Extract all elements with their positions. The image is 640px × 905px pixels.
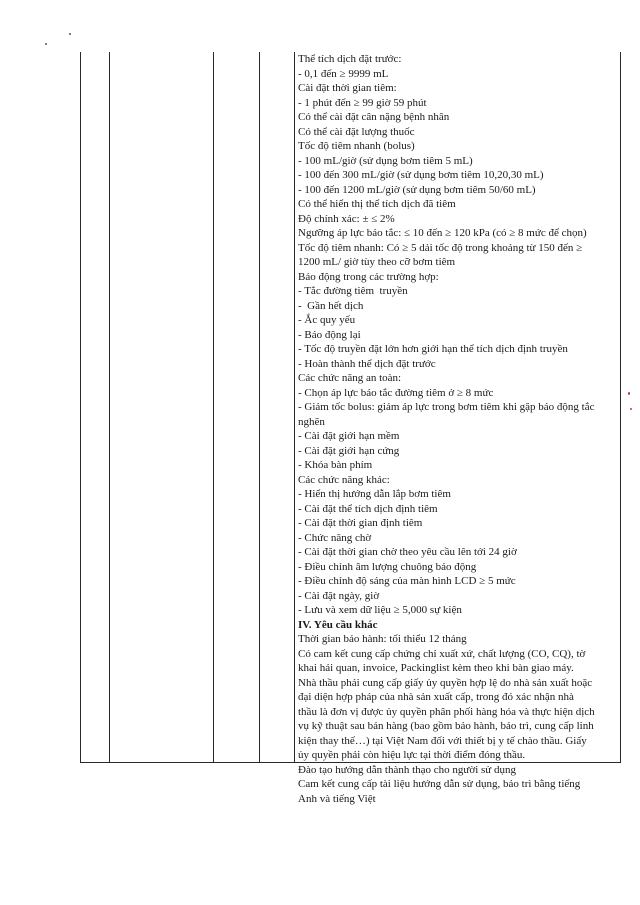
spec-line: - Cài đặt giới hạn cứng bbox=[298, 444, 400, 457]
spec-line: thầu là đơn vị được ủy quyền phân phối hàng hóa và thực hiện dịch bbox=[298, 705, 595, 718]
spec-line: - Cài đặt ngày, giờ bbox=[298, 589, 380, 602]
spec-line: Tốc độ tiêm nhanh (bolus) bbox=[298, 140, 415, 152]
spec-line: - Gần hết dịch bbox=[298, 299, 364, 312]
specification-text-cell bbox=[298, 52, 618, 806]
spec-line: Các chức năng khác: bbox=[298, 473, 390, 486]
spec-line: Có thể cài đặt lượng thuốc bbox=[298, 125, 415, 138]
spec-line: Ngưỡng áp lực báo tắc: ≤ 10 đến ≥ 120 kPa (có ≥ 8 mức để chọn) bbox=[298, 227, 587, 239]
spec-line: vụ kỹ thuật sau bán hàng (bao gồm bảo hành, bảo trì, cung cấp linh bbox=[298, 720, 594, 732]
spec-line: - Ắc quy yếu bbox=[298, 314, 356, 326]
table-column-divider bbox=[259, 52, 260, 762]
spec-line: kiện thay thế…) tại Việt Nam đối với thiết bị y tế chào thầu. Giấy bbox=[298, 734, 587, 747]
table-column-divider bbox=[294, 52, 295, 762]
spec-line: - Hiển thị hướng dẫn lắp bơm tiêm bbox=[298, 488, 451, 500]
scan-mark bbox=[630, 408, 632, 410]
spec-line: khai hải quan, invoice, Packinglist kèm theo khi bàn giao máy. bbox=[298, 662, 574, 674]
spec-line: - Tắc đường tiêm truyền bbox=[298, 285, 408, 297]
spec-line: Anh và tiếng Việt bbox=[298, 792, 376, 805]
section-heading: IV. Yêu cầu khác bbox=[298, 618, 378, 631]
spec-line: Độ chính xác: ± ≤ 2% bbox=[298, 212, 395, 225]
spec-line: ủy quyền phải còn hiệu lực tại thời điểm đóng thầu. bbox=[298, 749, 526, 761]
spec-line: Thể tích dịch đặt trước: bbox=[298, 53, 402, 65]
spec-line: Cài đặt thời gian tiêm: bbox=[298, 82, 397, 94]
spec-line: - 0,1 đến ≥ 9999 mL bbox=[298, 67, 389, 80]
table-border-left bbox=[80, 52, 81, 762]
table-column-divider bbox=[213, 52, 214, 762]
table-column-divider bbox=[109, 52, 110, 762]
spec-line: Các chức năng an toàn: bbox=[298, 372, 402, 384]
spec-line: - Chức năng chờ bbox=[298, 531, 372, 544]
table-border-right bbox=[620, 52, 621, 762]
spec-line: Báo động trong các trường hợp: bbox=[298, 270, 439, 283]
spec-line: - 1 phút đến ≥ 99 giờ 59 phút bbox=[298, 96, 427, 109]
spec-line: đại diện hợp pháp của nhà sản xuất cấp, trong đó xác nhận nhà bbox=[298, 691, 574, 703]
spec-line: - Điều chỉnh độ sáng của màn hình LCD ≥ 5 mức bbox=[298, 575, 516, 587]
spec-line: Có cam kết cung cấp chứng chỉ xuất xứ, chất lượng (CO, CQ), tờ bbox=[298, 647, 586, 660]
spec-line: Có thể cài đặt cân nặng bệnh nhân bbox=[298, 111, 450, 123]
spec-line: 1200 mL/ giờ tùy theo cỡ bơm tiêm bbox=[298, 256, 456, 268]
scan-speck bbox=[69, 33, 71, 35]
spec-line: Đào tạo hướng dẫn thành thạo cho người sử dụng bbox=[298, 763, 517, 776]
spec-line: - Cài đặt thời gian chờ theo yêu cầu lên tới 24 giờ bbox=[298, 546, 517, 558]
spec-line: - 100 đến 1200 mL/giờ (sử dụng bơm tiêm 50/60 mL) bbox=[298, 183, 536, 196]
spec-line: - Chọn áp lực báo tắc đường tiêm ở ≥ 8 mức bbox=[298, 386, 494, 399]
spec-line: - Giảm tốc bolus: giảm áp lực trong bơm tiêm khi gặp báo động tắc bbox=[298, 401, 595, 413]
spec-line: - 100 mL/giờ (sử dụng bơm tiêm 5 mL) bbox=[298, 154, 473, 167]
scan-mark bbox=[628, 392, 630, 395]
spec-line: - Hoàn thành thể dịch đặt trước bbox=[298, 357, 436, 370]
spec-line: Nhà thầu phải cung cấp giấy ủy quyền hợp lệ do nhà sản xuất hoặc bbox=[298, 676, 593, 689]
spec-line: - Báo động lại bbox=[298, 328, 361, 341]
spec-line: Tốc độ tiêm nhanh: Có ≥ 5 dải tốc độ trong khoảng từ 150 đến ≥ bbox=[298, 241, 583, 254]
spec-line: - Cài đặt thể tích dịch định tiêm bbox=[298, 502, 438, 515]
spec-line: - 100 đến 300 mL/giờ (sử dụng bơm tiêm 10,20,30 mL) bbox=[298, 169, 544, 181]
spec-line: nghẽn bbox=[298, 415, 325, 428]
spec-line: - Lưu và xem dữ liệu ≥ 5,000 sự kiện bbox=[298, 604, 462, 616]
scan-speck bbox=[45, 43, 47, 45]
spec-line: - Cài đặt thời gian định tiêm bbox=[298, 517, 423, 529]
spec-line: Thời gian bảo hành: tối thiểu 12 tháng bbox=[298, 633, 467, 645]
spec-line: - Khóa bàn phím bbox=[298, 459, 373, 471]
spec-line: - Điều chỉnh âm lượng chuông báo động bbox=[298, 560, 477, 573]
spec-line: - Cài đặt giới hạn mềm bbox=[298, 430, 400, 442]
spec-line: Có thể hiển thị thể tích dịch đã tiêm bbox=[298, 198, 456, 210]
spec-line: - Tốc độ truyền đặt lớn hơn giới hạn thể tích dịch định truyền bbox=[298, 343, 568, 355]
spec-line: Cam kết cung cấp tài liệu hướng dẫn sử dụng, bảo trì bằng tiếng bbox=[298, 778, 581, 790]
